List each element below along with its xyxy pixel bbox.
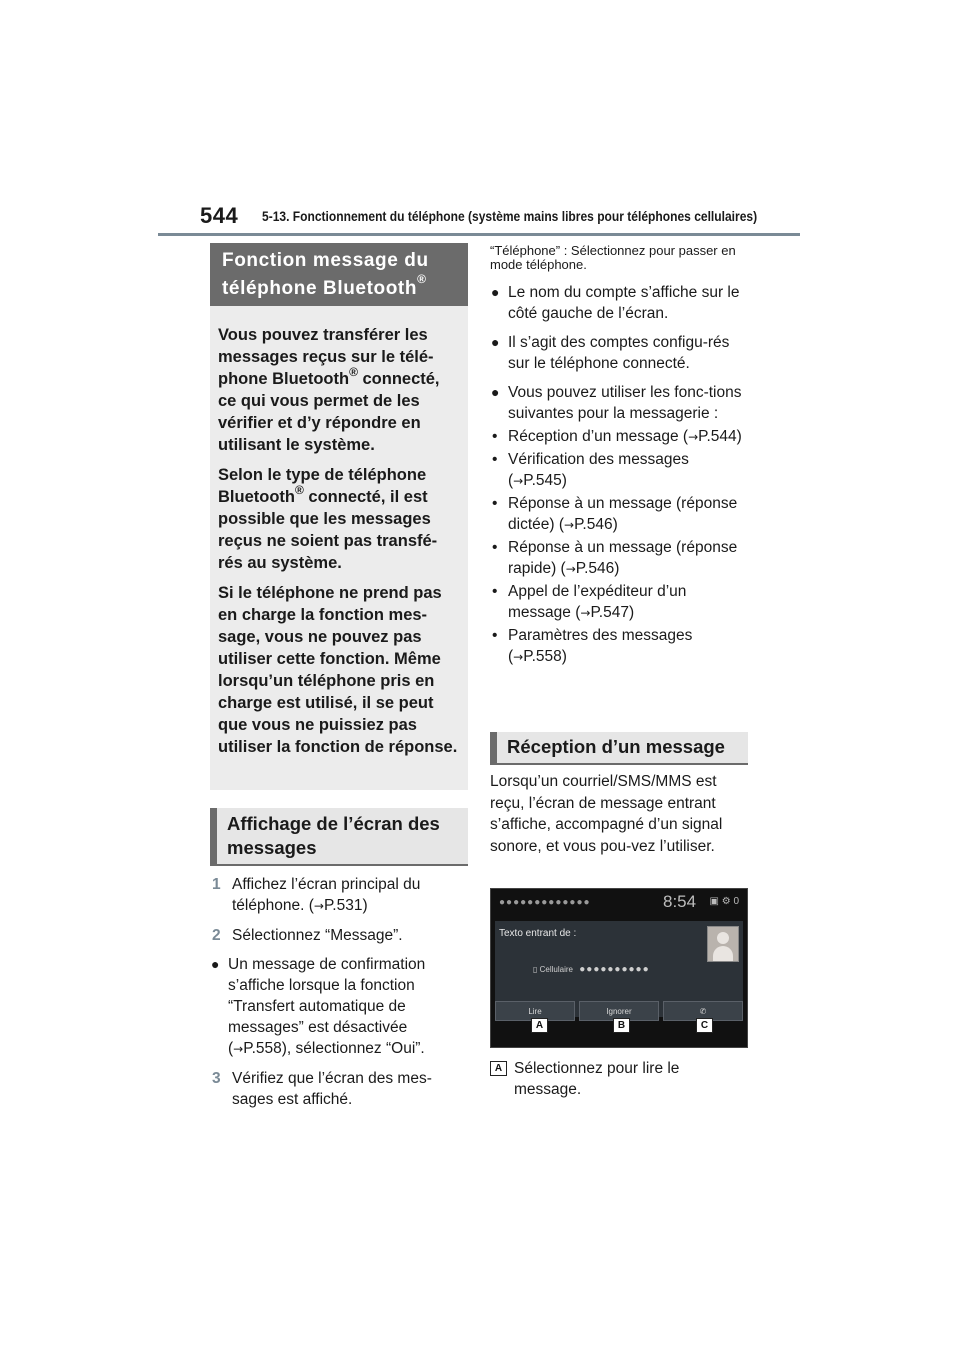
arrow-icon: → xyxy=(565,562,576,576)
page-reference-link[interactable]: P.558), sélectionnez “Oui”. xyxy=(243,1040,425,1057)
feature-text: Appel de l’expéditeur d’un message ( xyxy=(508,583,687,621)
header-rule xyxy=(158,233,800,236)
dash-icon: • xyxy=(492,428,498,445)
dash-icon: • xyxy=(492,583,498,600)
section-heading-line2 xyxy=(222,272,468,303)
registered-mark: ® xyxy=(349,365,358,379)
callout-label-a: A xyxy=(490,1061,507,1076)
page-reference-link[interactable]: P.546) xyxy=(575,560,620,577)
step-text: Sélectionnez “Message”. xyxy=(232,927,403,944)
feature-text: Vérification des messages ( xyxy=(508,451,689,489)
registered-mark: ® xyxy=(417,272,427,286)
callout-label-b: B xyxy=(613,1018,630,1033)
feature-text: Paramètres des messages ( xyxy=(508,627,693,665)
section-heading-receive-message: Réception d’un message xyxy=(490,732,748,765)
step-text: Vérifiez que l’écran des mes-sages est affiché. xyxy=(232,1070,432,1108)
step-3 xyxy=(210,1068,468,1110)
ignore-button[interactable]: Ignorer xyxy=(579,1001,659,1021)
info-paragraph xyxy=(218,464,460,574)
feature-item xyxy=(490,493,748,536)
bullet-icon: ● xyxy=(491,284,500,300)
feature-item xyxy=(490,537,748,580)
feature-item xyxy=(490,625,748,668)
note-text: Un message de confirmation s’affiche lorsque la fonction “Transfert automatique de messages” est désactivée ( xyxy=(228,956,426,1057)
info-text: Selon le type de téléphone Bluetooth xyxy=(218,466,427,506)
feature-text: Réponse à un message (réponse rapide) ( xyxy=(508,539,738,577)
section-heading-line1: Fonction message du xyxy=(222,250,429,271)
info-text: connecté, ce qui vous permet de les vérifier et d’y répondre en utilisant le système. xyxy=(218,370,440,454)
step-number: 1 xyxy=(212,876,221,893)
dash-icon: • xyxy=(492,451,498,468)
note-bullet xyxy=(490,332,748,374)
page-number: 544 xyxy=(200,203,239,228)
note-text: Le nom du compte s’affiche sur le côté gauche de l’écran. xyxy=(508,284,740,322)
bullet-icon: ● xyxy=(491,384,500,400)
bullet-icon: ● xyxy=(211,956,220,972)
page-reference-link[interactable]: P.531) xyxy=(323,897,368,914)
step-number: 2 xyxy=(212,927,221,944)
section-heading-display-messages: Affichage de l’écran des messages xyxy=(210,808,468,866)
callout-label-a: A xyxy=(531,1018,548,1033)
chapter-title: 5-13. Fonctionnement du téléphone (système mains libres pour téléphones cellulaires) xyxy=(262,208,758,224)
arrow-icon: → xyxy=(688,430,699,444)
note-bullet xyxy=(490,282,748,324)
feature-item xyxy=(490,426,748,448)
feature-item xyxy=(490,449,748,492)
bullet-icon: ● xyxy=(491,334,500,350)
step-2 xyxy=(210,925,468,946)
arrow-icon: → xyxy=(313,899,324,913)
telephone-caption: “Téléphone” : Sélectionnez pour passer en mode téléphone. xyxy=(490,243,736,272)
page-reference-link[interactable]: P.547) xyxy=(590,604,635,621)
info-text: Vous pouvez transférer les messages reçus sur le télé-phone Bluetooth xyxy=(218,326,434,388)
info-box xyxy=(210,306,468,790)
arrow-icon: → xyxy=(513,474,524,488)
note-text: Vous pouvez utiliser les fonc-tions suivantes pour la messagerie : xyxy=(508,384,742,422)
registered-mark: ® xyxy=(294,483,304,497)
info-text: connecté, il est possible que les messages reçus ne soient pas transfé-rés au système. xyxy=(218,488,438,572)
caller-info xyxy=(533,964,650,975)
phone-icon: ✆ xyxy=(699,1007,707,1016)
info-paragraph xyxy=(218,324,460,456)
screen-status-bar xyxy=(497,893,743,917)
page-reference-link[interactable]: P.546) xyxy=(574,516,618,533)
status-icons: ▣ ⚙ 0 xyxy=(709,896,739,907)
page-reference-link[interactable]: P.558) xyxy=(523,648,567,665)
arrow-icon: → xyxy=(513,650,524,664)
arrow-icon: → xyxy=(564,518,575,532)
heading-text: téléphone Bluetooth xyxy=(222,278,418,299)
section-heading-bluetooth-message xyxy=(210,243,468,306)
notes-list xyxy=(490,282,748,669)
page-reference-link[interactable]: P.545) xyxy=(523,472,567,489)
feature-text: Réponse à un message (réponse dictée) ( xyxy=(508,495,738,533)
read-button[interactable]: Lire xyxy=(495,1001,575,1021)
feature-text: Réception d’un message ( xyxy=(508,428,689,445)
receive-intro-text: Lorsqu’un courriel/SMS/MMS est reçu, l’écran de message entrant s’affiche, accompagné d’un signal sonore, et vous pou-vez l’utiliser. xyxy=(490,773,723,855)
avatar-body xyxy=(713,946,733,961)
incoming-message-screen xyxy=(490,888,748,1048)
info-paragraph: Si le téléphone ne prend pas en charge la fonction mes-sage, vous ne pouvez pas utiliser cette fonction. Même lorsqu’un téléphone pris en charge est utilisé, il se peut que vous ne puissiez pas utiliser la fonction de réponse. xyxy=(218,584,458,756)
account-name-dots: ●●●●●●●●●●●●● xyxy=(499,897,591,908)
dash-icon: • xyxy=(492,539,498,556)
dash-icon: • xyxy=(492,627,498,644)
contact-avatar-icon xyxy=(707,926,739,962)
arrow-icon: → xyxy=(580,606,591,620)
legend-item-a xyxy=(490,1058,748,1100)
dash-icon: • xyxy=(492,495,498,512)
legend-text: Sélectionnez pour lire le message. xyxy=(514,1060,680,1098)
avatar-head xyxy=(717,932,729,944)
caller-type: Cellulaire xyxy=(539,965,573,974)
steps-list xyxy=(210,874,468,1118)
feature-item xyxy=(490,581,748,624)
step-1 xyxy=(210,874,468,917)
note-bullet xyxy=(210,954,468,1060)
caller-number: ●●●●●●●●●● xyxy=(579,964,650,975)
incoming-label: Texto entrant de : xyxy=(499,928,577,939)
step-number: 3 xyxy=(212,1070,221,1087)
step-text: Affichez l’écran principal du téléphone. ( xyxy=(232,876,421,914)
screen-clock: 8:54 xyxy=(663,892,697,911)
arrow-icon: → xyxy=(233,1042,244,1056)
note-bullet xyxy=(490,382,748,424)
callout-label-c: C xyxy=(696,1018,713,1033)
note-text: Il s’agit des comptes configu-rés sur le téléphone connecté. xyxy=(508,334,730,372)
page-reference-link[interactable]: P.544) xyxy=(698,428,742,445)
cellphone-icon: ▯ xyxy=(533,965,538,974)
